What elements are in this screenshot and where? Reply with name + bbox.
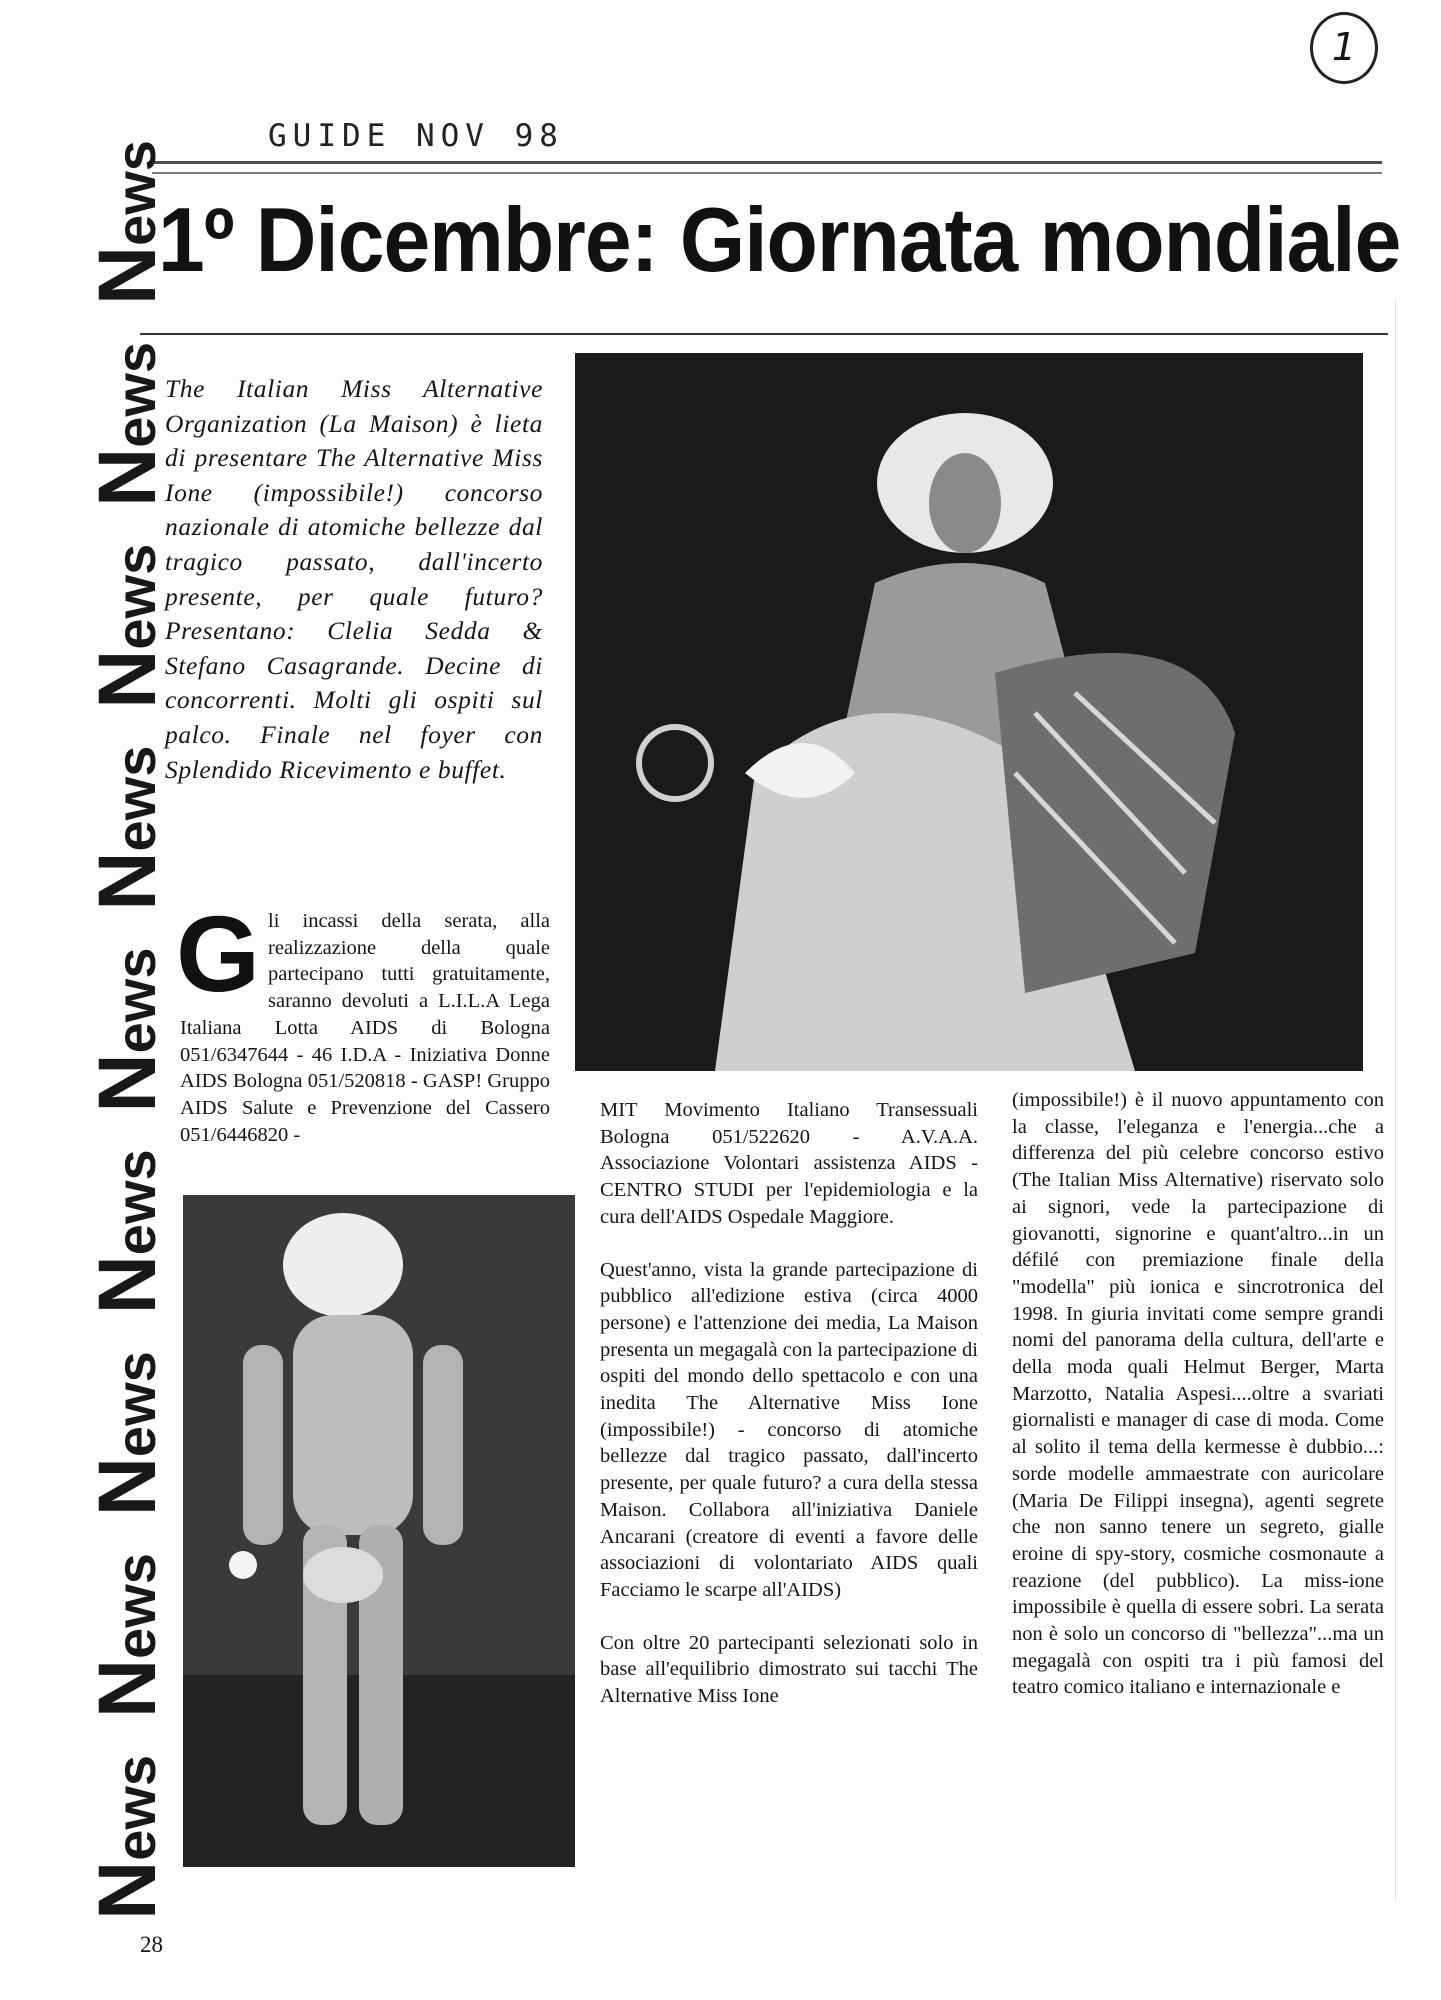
column-1 xyxy=(176,893,550,1148)
headline-rule xyxy=(140,333,1388,335)
news-word: News xyxy=(82,947,173,1113)
news-side-banner xyxy=(82,140,173,1920)
drop-cap: G xyxy=(176,893,261,1014)
margin-line xyxy=(1395,300,1396,1900)
news-word: News xyxy=(82,1553,173,1719)
headline: 1º Dicembre: Giornata mondiale xyxy=(158,189,1401,291)
news-word: News xyxy=(82,341,173,507)
column-2-paragraph-2: Quest'anno, vista la grande partecipazione di pubblico all'edizione estiva (circa 4000 persone) e l'attenzione dei media, La Maison presenta un megagalà con la partecipazione di ospiti del mondo dello spettacolo e con una inedita The Alternative Miss Ione (impossibile!) - concorso di atomiche bellezze dal tragico passato, dall'incerto presente, per quale futuro? a cura della stessa Maison. Collabora all'iniziativa Daniele Ancarani (creatore di eventi a favore delle associazioni di volontariato AIDS quali Facciamo le scarpe all'AIDS) xyxy=(600,1258,978,1601)
intro-paragraph: The Italian Miss Alternative Organization (La Maison) è lieta di presentare The Alternative Miss Ione (impossibile!) concorso nazionale di atomiche bellezze dal tragico passato, dall'incerto presente, per quale futuro? Presentano: Clelia Sedda & Stefano Casagrande. Decine di concorrenti. Molti gli ospiti sul palco. Finale nel foyer con Splendido Ricevimento e buffet. xyxy=(165,374,543,784)
column-2-paragraph-1: MIT Movimento Italiano Transessuali Bologna 051/522620 - A.V.A.A. Associazione Volontari assistenza AIDS - CENTRO STUDI per l'epidemiologia e la cura dell'AIDS Ospedale Maggiore. xyxy=(600,1099,978,1228)
column-2-paragraph-3: Con oltre 20 partecipanti selezionati solo in base all'equilibrio dimostrato sui tacchi The Alternative Miss Ione xyxy=(600,1631,978,1708)
news-word: News xyxy=(82,745,173,911)
news-word: News xyxy=(82,1754,173,1920)
column-3: (impossibile!) è il nuovo appuntamento con la classe, l'eleganza e l'energia...che a differenza del più celebre concorso estivo (The Italian Miss Alternative) riservato solo ai signori, vede la partecipazione di giovanotti, signorine e quant'altro...in un défilé con premiazione finale della "modella" più ionica e sincrotronica del 1998. In giuria invitati come sempre grandi nomi del panorama della cultura, dell'arte e della moda quali Helmut Berger, Marta Marzotto, Natalia Aspesi....oltre a svariati giornalisti e manager di case di moda. Come al solito il tema della kermesse è dubbio...: sorde modelle ammaestrate con auricolare (Maria De Filippi insegna), agenti segrete che non sanno tenere un segreto, gialle eroine di spy-story, cosmiche cosmonaute a reazione (del pubblico). La miss-ione impossibile è quella di essere sobri. La serata non è solo un concorso di "bellezza"...ma un megagalà con ospiti tra i più famosi del teatro comico italiano e internazionale e xyxy=(1012,1089,1384,1699)
photo-performer-bodysuit xyxy=(183,1195,575,1867)
photo-performer-dress xyxy=(575,353,1363,1071)
news-word: News xyxy=(82,543,173,709)
top-rule xyxy=(152,161,1382,174)
news-word: News xyxy=(82,1149,173,1315)
column-2 xyxy=(600,1097,978,1736)
page-number: 28 xyxy=(140,1932,163,1957)
handwritten-note: GUIDE NOV 98 xyxy=(268,118,564,154)
news-word: News xyxy=(82,1351,173,1517)
column-1-text: li incassi della serata, alla realizzazione della quale partecipano tutti gratuitamente, saranno devoluti a L.I.L.A Lega Italiana Lotta AIDS di Bologna 051/6347644 - 46 I.D.A - Iniziativa Donne AIDS Bologna 051/520818 - GASP! Gruppo AIDS Salute e Prevenzione del Cassero 051/6446820 - xyxy=(180,910,550,1146)
news-word: News xyxy=(82,140,173,306)
page-marker-circle: 1 xyxy=(1310,12,1378,84)
